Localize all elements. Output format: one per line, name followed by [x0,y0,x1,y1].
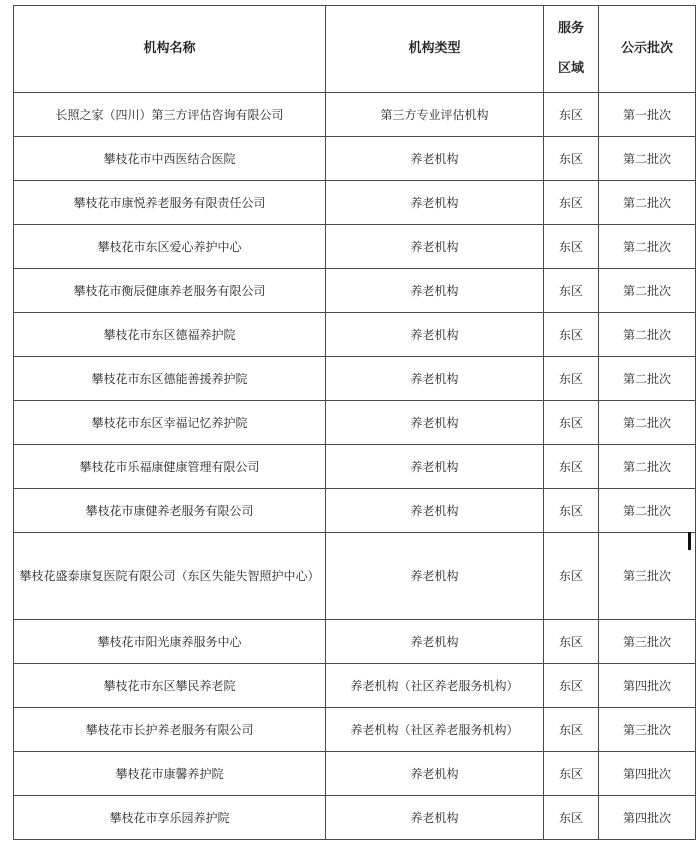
cell-area: 东区 [544,708,599,752]
cell-type: 养老机构 [326,401,544,445]
cell-area: 东区 [544,357,599,401]
cell-batch: 第二批次 [599,401,696,445]
table-row [14,445,696,489]
table-row [14,796,696,840]
cell-type: 养老机构（社区养老服务机构） [326,708,544,752]
table-row [14,533,696,620]
cell-area: 东区 [544,181,599,225]
cell-batch: 第四批次 [599,664,696,708]
header-area-line2: 区域 [557,61,584,76]
cell-area: 东区 [544,489,599,533]
header-area [544,6,599,93]
header-name: 机构名称 [14,6,326,93]
cell-type: 养老机构 [326,445,544,489]
cell-batch: 第三批次 [599,708,696,752]
cell-batch: 第二批次 [599,489,696,533]
cell-name: 攀枝花市东区攀民养老院 [14,664,326,708]
cell-area: 东区 [544,225,599,269]
cell-type: 养老机构 [326,533,544,620]
cell-area: 东区 [544,401,599,445]
cell-type: 养老机构 [326,225,544,269]
cell-batch: 第二批次 [599,137,696,181]
cell-name: 攀枝花市衡辰健康养老服务有限公司 [14,269,326,313]
cell-batch: 第二批次 [599,225,696,269]
cell-type: 养老机构 [326,137,544,181]
cell-type: 养老机构 [326,489,544,533]
table-row [14,313,696,357]
cell-name: 攀枝花市东区德能善援养护院 [14,357,326,401]
table-row [14,181,696,225]
cell-name: 攀枝花市东区德福养护院 [14,313,326,357]
table-row [14,357,696,401]
cell-type: 养老机构 [326,620,544,664]
cell-name: 攀枝花市东区爱心养护中心 [14,225,326,269]
table-row [14,708,696,752]
cell-name: 攀枝花市阳光康养服务中心 [14,620,326,664]
table-row [14,620,696,664]
table-row [14,93,696,137]
cell-type: 养老机构 [326,181,544,225]
cell-batch: 第二批次 [599,181,696,225]
cell-area: 东区 [544,533,599,620]
cell-area: 东区 [544,796,599,840]
cell-name: 攀枝花市长护养老服务有限公司 [14,708,326,752]
header-type: 机构类型 [326,6,544,93]
cell-name: 攀枝花市康馨养护院 [14,752,326,796]
cell-type: 养老机构 [326,269,544,313]
cell-area: 东区 [544,445,599,489]
cell-area: 东区 [544,93,599,137]
cell-name: 攀枝花市康健养老服务有限公司 [14,489,326,533]
cell-area: 东区 [544,313,599,357]
cell-type: 养老机构 [326,357,544,401]
header-batch: 公示批次 [599,6,696,93]
cell-batch: 第二批次 [599,445,696,489]
table-row [14,225,696,269]
cell-type: 养老机构 [326,752,544,796]
cell-name: 攀枝花市享乐园养护院 [14,796,326,840]
cell-type: 养老机构 [326,796,544,840]
cell-batch: 第四批次 [599,752,696,796]
cell-batch: 第一批次 [599,93,696,137]
table-row [14,401,696,445]
cell-name: 攀枝花盛泰康复医院有限公司（东区失能失智照护中心） [14,533,326,620]
header-area-line1: 服务 [557,21,584,36]
margin-marker [688,532,691,550]
table-row [14,489,696,533]
cell-area: 东区 [544,137,599,181]
cell-batch: 第三批次 [599,533,696,620]
cell-area: 东区 [544,269,599,313]
table-row [14,752,696,796]
cell-name: 攀枝花市乐福康健康管理有限公司 [14,445,326,489]
table-row [14,137,696,181]
cell-area: 东区 [544,664,599,708]
cell-area: 东区 [544,752,599,796]
cell-batch: 第三批次 [599,620,696,664]
cell-name: 长照之家（四川）第三方评估咨询有限公司 [14,93,326,137]
cell-batch: 第二批次 [599,269,696,313]
cell-name: 攀枝花市康悦养老服务有限责任公司 [14,181,326,225]
cell-name: 攀枝花市东区幸福记忆养护院 [14,401,326,445]
cell-batch: 第二批次 [599,357,696,401]
table-row [14,269,696,313]
table-header-row [14,6,696,93]
table-row [14,664,696,708]
cell-area: 东区 [544,620,599,664]
cell-type: 养老机构（社区养老服务机构） [326,664,544,708]
institution-table [13,5,696,840]
cell-batch: 第二批次 [599,313,696,357]
cell-type: 第三方专业评估机构 [326,93,544,137]
cell-name: 攀枝花市中西医结合医院 [14,137,326,181]
cell-batch: 第四批次 [599,796,696,840]
cell-type: 养老机构 [326,313,544,357]
